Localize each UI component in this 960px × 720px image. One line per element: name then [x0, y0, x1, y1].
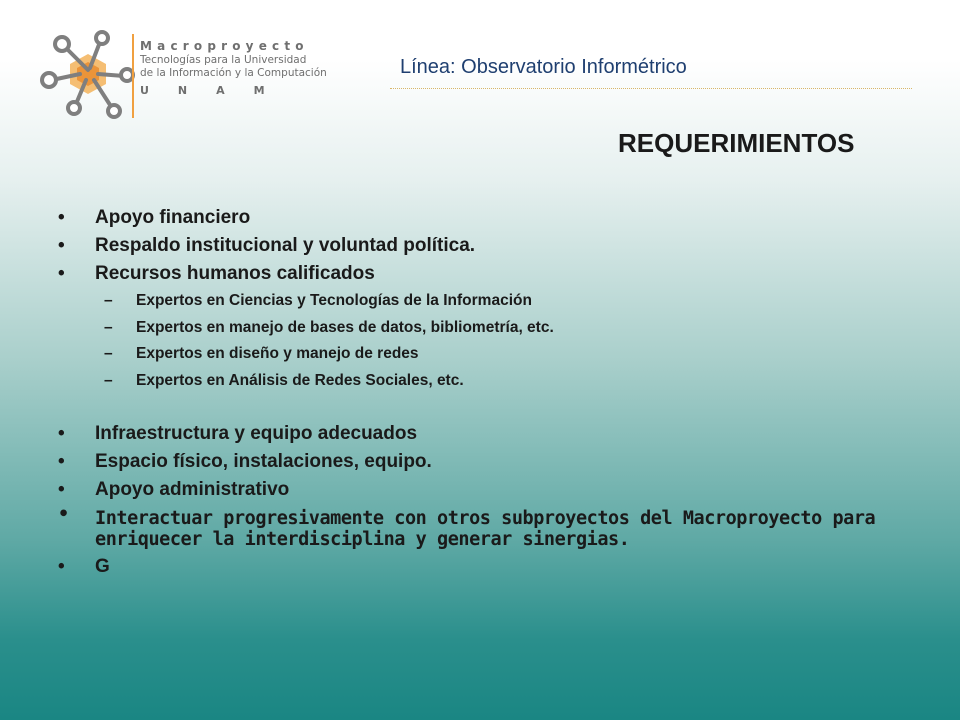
- bullet-icon: •: [58, 423, 65, 444]
- sub-list-item-text: Expertos en manejo de bases de datos, bibliometría, etc.: [136, 318, 554, 336]
- bullet-icon: •: [58, 556, 65, 577]
- macroproyecto-logo: [40, 30, 340, 130]
- bullet-icon: •: [58, 479, 65, 500]
- logo-subtitle-line2: de la Información y la Computación: [140, 67, 327, 79]
- list-item-text: Apoyo administrativo: [95, 479, 290, 500]
- list-item-text: Recursos humanos calificados: [95, 263, 375, 284]
- list-item: [58, 476, 905, 504]
- list-item-text: Infraestructura y equipo adecuados: [95, 423, 418, 444]
- list-item-text: Espacio físico, instalaciones, equipo.: [95, 451, 432, 472]
- linea-heading: Línea: Observatorio Informétrico: [400, 56, 687, 78]
- sub-list-item: [58, 315, 554, 342]
- list-item: [58, 204, 554, 232]
- network-hexagon-icon: [40, 30, 136, 120]
- dash-icon: –: [104, 371, 113, 389]
- header-divider: [390, 88, 912, 89]
- list-item: [58, 553, 905, 581]
- sub-list-item-text: Expertos en Ciencias y Tecnologías de la Información: [136, 292, 532, 309]
- sub-list-item-text: Expertos en Análisis de Redes Sociales, etc.: [136, 371, 464, 389]
- list-item-text: Respaldo institucional y voluntad política.: [95, 235, 476, 256]
- bullet-icon: •: [58, 263, 65, 284]
- bullet-icon: •: [58, 207, 65, 228]
- list-item-text: Interactuar progresivamente con otros subproyectos del Macroproyecto para enriquecer la interdisciplina y generar sinergias.: [95, 508, 876, 550]
- dash-icon: –: [104, 318, 113, 336]
- bullet-icon: •: [58, 504, 69, 525]
- logo-unam: UNAM: [140, 84, 294, 97]
- dash-icon: –: [104, 292, 113, 309]
- list-item: [58, 448, 905, 476]
- logo-divider: [132, 34, 134, 118]
- list-item: [58, 232, 554, 260]
- sub-list-item-text: Expertos en diseño y manejo de redes: [136, 345, 419, 362]
- sub-list-item: [58, 368, 554, 395]
- requirements-list-primary: [58, 204, 554, 394]
- list-item: [58, 260, 554, 288]
- list-item: [58, 420, 905, 448]
- bullet-icon: •: [58, 235, 65, 256]
- list-item-text: G: [95, 556, 110, 577]
- requirements-list-secondary: [58, 420, 905, 581]
- sub-list-item: [58, 288, 554, 315]
- bullet-icon: •: [58, 451, 65, 472]
- list-item-text: Apoyo financiero: [95, 207, 251, 228]
- dash-icon: –: [104, 345, 113, 362]
- logo-subtitle-line1: Tecnologías para la Universidad: [140, 54, 307, 66]
- logo-title: Macroproyecto: [140, 39, 309, 53]
- list-item: [58, 504, 905, 553]
- sub-list-item: [58, 341, 554, 368]
- logo-text-block: [140, 38, 340, 100]
- slide-title: REQUERIMIENTOS: [618, 128, 855, 158]
